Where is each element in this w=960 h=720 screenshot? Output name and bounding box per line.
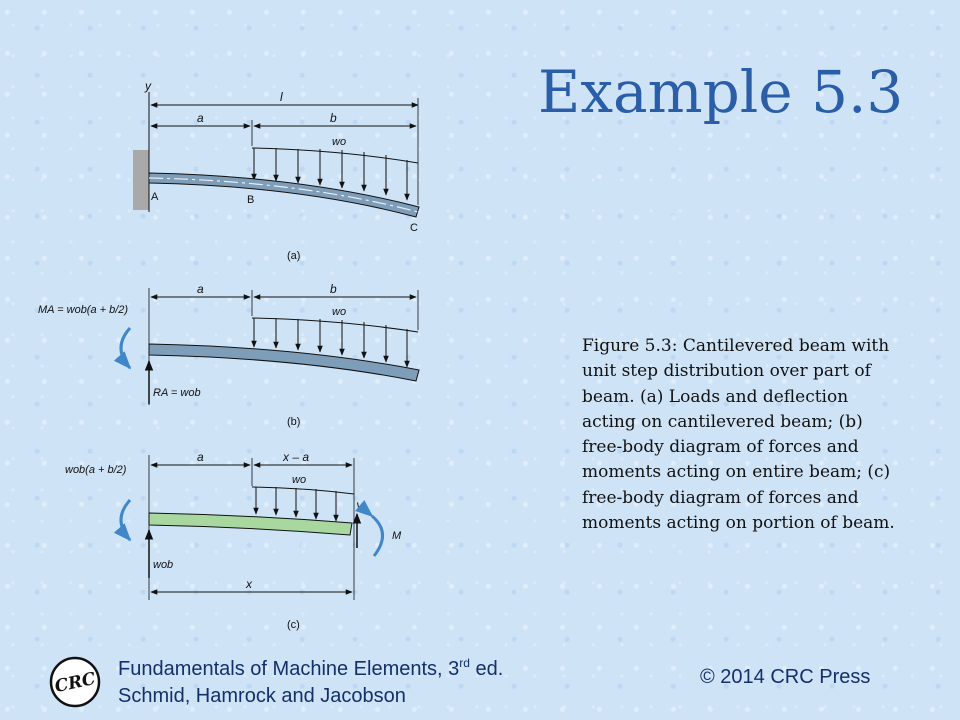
edition-superscript: rd (459, 656, 470, 670)
load-label: wo (332, 306, 347, 318)
point-a-label: A (151, 191, 159, 203)
reaction-label: wob (153, 559, 174, 571)
book-title-line (118, 650, 503, 683)
book-title: Fundamentals of Machine Elements, 3 (118, 658, 460, 680)
load-top-line (252, 318, 418, 332)
moment-arrow (121, 328, 130, 368)
panel-c-label: (c) (287, 619, 300, 631)
footer-book-info (118, 650, 503, 710)
load-label: wo (332, 136, 347, 148)
load-top-line (252, 487, 354, 494)
moment-arrow-right (372, 516, 383, 556)
panel-b-label: (b) (287, 416, 301, 428)
distributed-load-arrows (256, 487, 336, 521)
dimension-l-label: l (280, 90, 283, 104)
shear-label: V (356, 501, 364, 513)
panel-b (38, 282, 419, 428)
dimension-a-label: a (197, 450, 204, 464)
authors: Schmid, Hamrock and Jacobson (118, 685, 406, 707)
dimension-xa-label: x – a (283, 450, 310, 464)
slide-title: Example 5.3 (538, 58, 904, 126)
moment-label: wob(a + b/2) (65, 464, 127, 476)
dimension-a-label: a (197, 282, 204, 296)
load-top-line (252, 148, 418, 163)
wall-support (133, 150, 149, 210)
moment-label: MA = wob(a + b/2) (38, 304, 129, 316)
point-b-label: B (247, 194, 255, 206)
panel-c (65, 450, 402, 631)
load-label: wo (292, 474, 307, 486)
moment-end-label: M (392, 530, 402, 542)
figure-caption: Figure 5.3: Cantilevered beam with unit step distribution over part of beam. (a) Loads and deflection acting on cantilevered beam; (b) free-body diagram of forces and moments acting on entire beam; (c) free-body diagram of forces and moments acting on portion of beam. (582, 336, 895, 534)
beam-a (149, 173, 419, 217)
crc-logo (49, 656, 101, 708)
dimension-b-label: b (330, 111, 337, 125)
panel-a-label: (a) (287, 250, 301, 262)
moment-arrow-left (121, 500, 130, 540)
dimension-x-label: x (246, 577, 252, 591)
edition-suffix: ed. (469, 658, 504, 680)
logo-text: CRC (52, 668, 98, 698)
dimension-a-label: a (197, 111, 204, 125)
beam-b (149, 344, 419, 381)
dimension-b-label: b (330, 282, 337, 296)
beam-c (149, 513, 352, 535)
point-c-label: C (410, 222, 418, 234)
copyright: © 2014 CRC Press (700, 666, 871, 688)
y-axis-label: y (145, 79, 151, 93)
panel-a (133, 79, 419, 262)
reaction-label: RA = wob (153, 387, 201, 399)
